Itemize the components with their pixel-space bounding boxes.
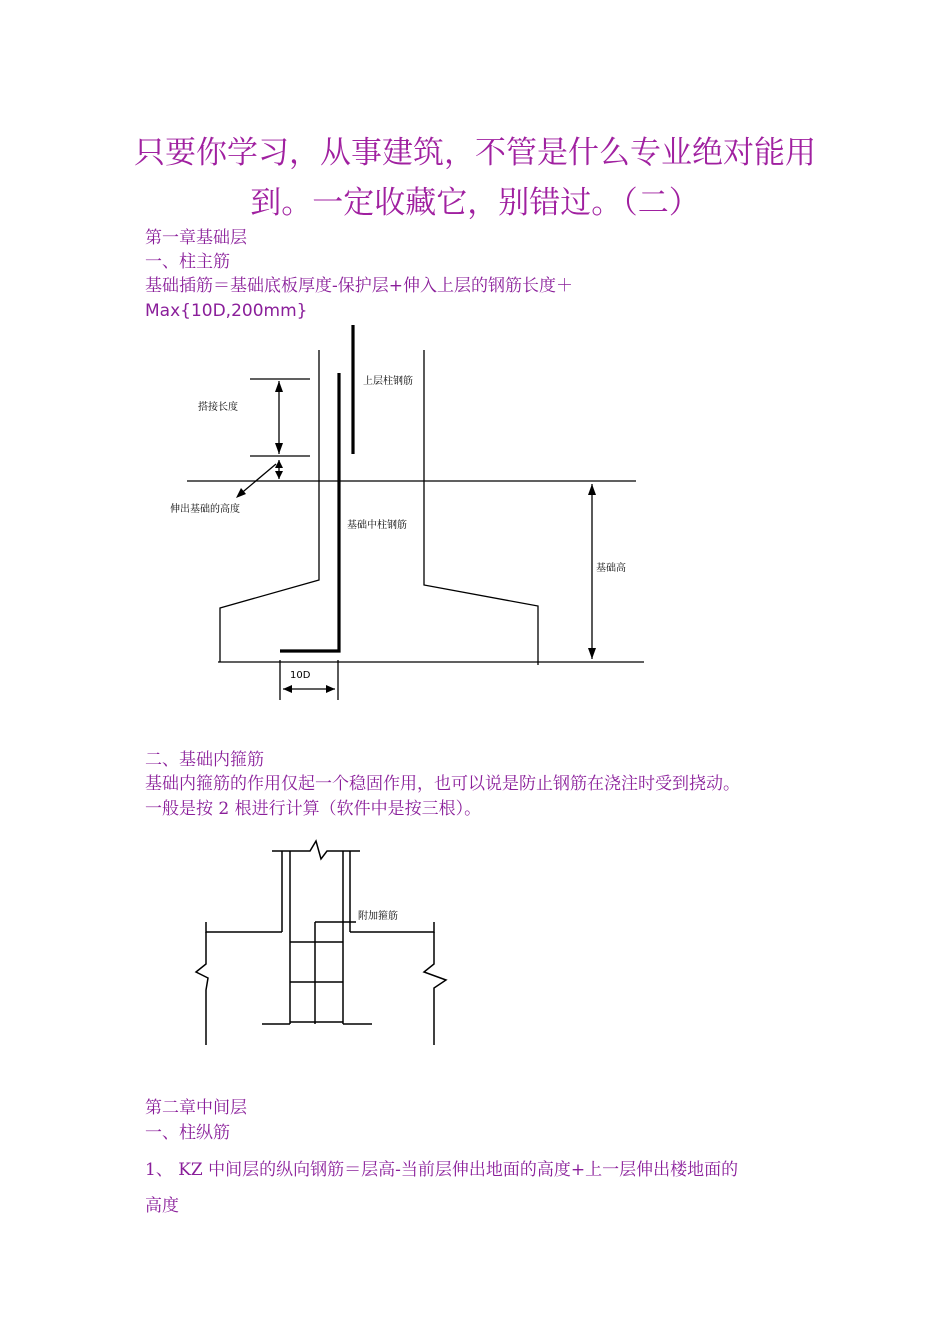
foundation-outline-right [424, 350, 538, 665]
label-10d: 10D [290, 670, 311, 681]
foundation-right-edge [424, 932, 446, 1045]
chapter1-section2-heading: 二、基础内箍筋 [145, 750, 264, 770]
label-foundation-rebar: 基础中柱钢筋 [347, 520, 407, 531]
column-break-mark [272, 841, 360, 859]
chapter2-item1-line-1: 1、 KZ 中间层的纵向钢筋＝层高-当前层伸出地面的高度+上一层伸出楼地面的 [145, 1160, 739, 1180]
chapter2-section1-heading: 一、柱纵筋 [145, 1123, 230, 1143]
foundation-column-rebar [280, 373, 339, 651]
chapter2-item1-line-2: 高度 [145, 1196, 179, 1216]
section2-text-line-2: 一般是按 2 根进行计算（软件中是按三根）。 [145, 799, 482, 819]
document-title [120, 128, 830, 228]
foundation-left-edge [196, 932, 208, 1045]
label-foundation-height: 基础高 [596, 563, 626, 574]
formula-line-2: Max{10D,200mm} [145, 301, 308, 321]
formula-line-1: 基础插筋＝基础底板厚度-保护层+伸入上层的钢筋长度＋ [145, 276, 573, 296]
section2-text-line-1: 基础内箍筋的作用仅起一个稳固作用，也可以说是防止钢筋在浇注时受到挠动。 [145, 774, 740, 794]
title-line-1: 只要你学习，从事建筑，不管是什么专业绝对能用 [134, 135, 816, 171]
title-line-2: 到。一定收藏它，别错过。（二） [250, 185, 700, 221]
foundation-rebar-diagram [150, 318, 670, 718]
label-lap-length: 搭接长度 [198, 402, 238, 413]
chapter2-heading: 第二章中间层 [145, 1098, 247, 1118]
chapter1-heading: 第一章基础层 [145, 228, 247, 248]
foundation-stirrup-diagram [180, 835, 460, 1050]
label-additional-stirrup: 附加箍筋 [358, 911, 398, 922]
label-extend-height: 伸出基础的高度 [170, 504, 240, 515]
label-upper-rebar: 上层柱钢筋 [363, 376, 413, 387]
chapter1-section1-heading: 一、柱主筋 [145, 252, 230, 272]
